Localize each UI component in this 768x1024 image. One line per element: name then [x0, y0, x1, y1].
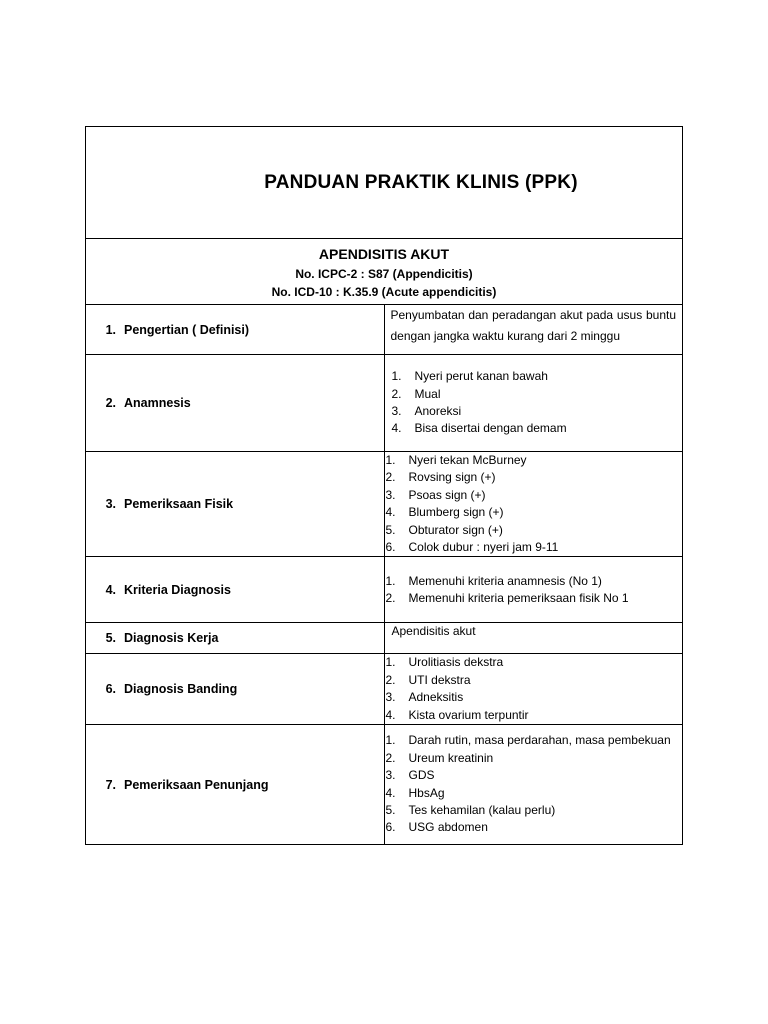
- list-item: 1. Memenuhi kriteria anamnesis (No 1): [385, 573, 602, 588]
- row-number: 2.: [105, 396, 116, 410]
- row-label-text: Anamnesis: [124, 396, 191, 410]
- row-pemeriksaan-fisik: [86, 452, 683, 557]
- list-item: 3. Adneksitis: [385, 690, 464, 705]
- document-title: PANDUAN PRAKTIK KLINIS (PPK): [264, 171, 578, 193]
- disease-header: [86, 239, 683, 305]
- list-item: 2. Ureum kreatinin: [385, 750, 494, 765]
- row-content: [384, 654, 683, 725]
- row-number: 6.: [105, 682, 116, 697]
- row-label-text: Pemeriksaan Penunjang: [124, 777, 269, 792]
- list-item: 3. Anoreksi: [391, 404, 462, 418]
- icpc-code: No. ICPC-2 : S87 (Appendicitis): [295, 266, 473, 281]
- row-content: [384, 305, 683, 355]
- row-diagnosis-banding: [86, 654, 683, 725]
- list-item: 2. UTI dekstra: [385, 672, 471, 687]
- row-number: 5.: [105, 631, 116, 646]
- row-anamnesis: [86, 355, 683, 452]
- row-number: 3.: [105, 497, 116, 512]
- row-diagnosis-kerja: [86, 623, 683, 654]
- row-label-text: Kriteria Diagnosis: [124, 582, 231, 597]
- icd-code: No. ICD-10 : K.35.9 (Acute appendicitis): [271, 284, 497, 299]
- row-content: [384, 725, 683, 845]
- list-item: 1. Urolitiasis dekstra: [385, 655, 504, 670]
- list-item: 2. Memenuhi kriteria pemeriksaan fisik No 1: [385, 590, 629, 605]
- row-label: [86, 305, 385, 355]
- row-number: 4.: [105, 582, 116, 597]
- row-label: [86, 725, 385, 845]
- row-label: [86, 355, 385, 452]
- list-item: 4. Blumberg sign (+): [385, 505, 504, 520]
- row-content: [384, 557, 683, 623]
- row-content: [384, 623, 683, 654]
- list-item: 1. Darah rutin, masa perdarahan, masa pembekuan: [385, 733, 671, 748]
- row-label-text: Pemeriksaan Fisik: [124, 497, 234, 512]
- row-content: [384, 452, 683, 557]
- working-diagnosis-text: Apendisitis akut: [391, 624, 476, 639]
- list-item: 6. USG abdomen: [385, 820, 488, 835]
- list-item: 3. Psoas sign (+): [385, 487, 486, 502]
- row-pengertian: [86, 305, 683, 355]
- list-item: 5. Tes kehamilan (kalau perlu): [385, 802, 556, 817]
- list-item: 5. Obturator sign (+): [385, 522, 503, 537]
- list-item: 4. Kista ovarium terpuntir: [385, 707, 529, 722]
- row-label: [86, 654, 385, 725]
- list-item: 4. HbsAg: [385, 785, 445, 800]
- row-label-text: Diagnosis Kerja: [124, 631, 219, 646]
- row-label-text: Pengertian ( Definisi): [124, 322, 250, 337]
- disease-name: APENDISITIS AKUT: [318, 245, 450, 262]
- row-kriteria-diagnosis: [86, 557, 683, 623]
- list-item: 1. Nyeri perut kanan bawah: [391, 369, 548, 384]
- row-label: [86, 452, 385, 557]
- list-item: 2. Rovsing sign (+): [385, 470, 496, 485]
- list-item: 3. GDS: [385, 768, 435, 783]
- row-label-text: Diagnosis Banding: [124, 682, 238, 697]
- row-label: [86, 557, 385, 623]
- list-item: 1. Nyeri tekan McBurney: [385, 453, 527, 467]
- definition-text: Penyumbatan dan peradangan akut pada usus buntu dengan jangka waktu kurang dari 2 minggu: [390, 308, 676, 343]
- list-item: 4. Bisa disertai dengan demam: [391, 421, 567, 436]
- row-label: [86, 623, 385, 654]
- row-content: [384, 355, 683, 452]
- row-number: 1.: [105, 322, 116, 337]
- row-number: 7.: [105, 777, 116, 792]
- list-item: 6. Colok dubur : nyeri jam 9-11: [385, 540, 559, 555]
- row-pemeriksaan-penunjang: [86, 725, 683, 845]
- title-cell: [86, 127, 683, 239]
- list-item: 2. Mual: [391, 386, 441, 401]
- ppk-table: [85, 126, 683, 845]
